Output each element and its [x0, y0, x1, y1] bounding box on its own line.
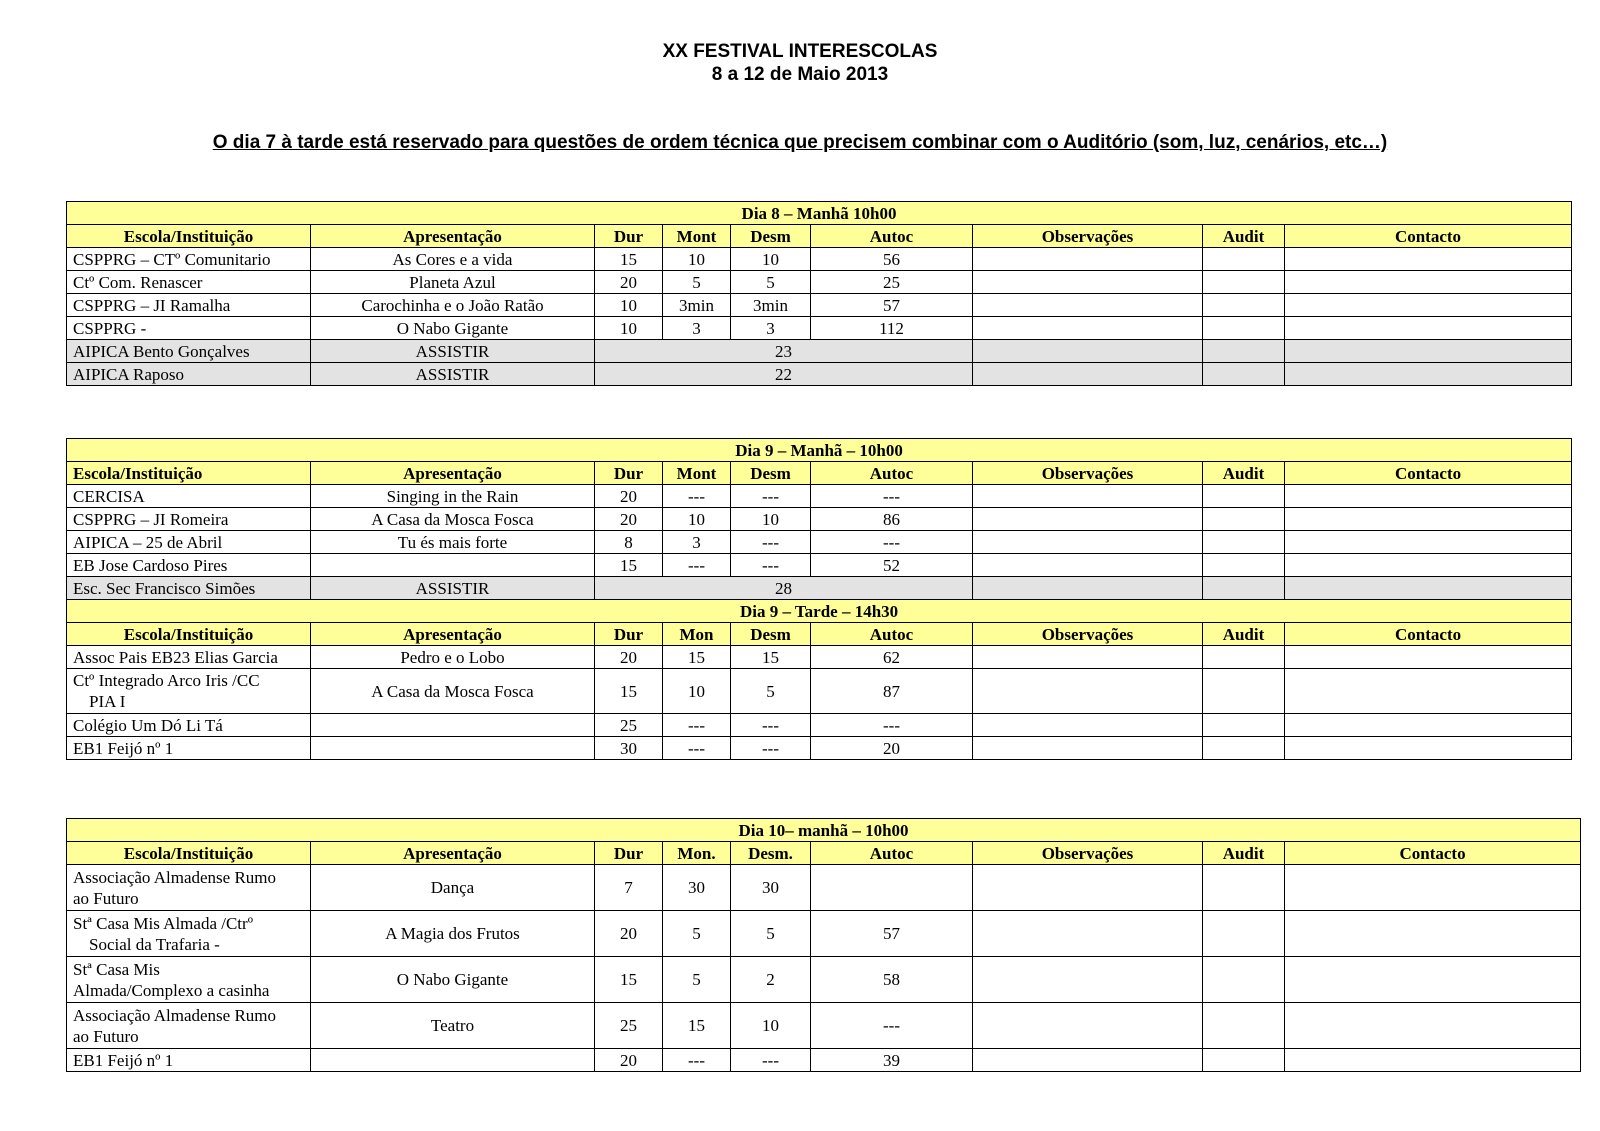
cell-audit: [1203, 957, 1285, 1003]
cell-desm: 10: [731, 248, 811, 271]
table-row: [67, 531, 1572, 554]
cell-assistir: ASSISTIR: [311, 363, 595, 386]
cell-escola: [67, 911, 311, 957]
cell-observacoes: [973, 1003, 1203, 1049]
cell-autoc: ---: [811, 531, 973, 554]
cell-escola: Ctº Com. Renascer: [67, 271, 311, 294]
cell-autoc: 57: [811, 911, 973, 957]
table-row: [67, 317, 1572, 340]
cell-escola-line2: ao Futuro: [73, 1026, 139, 1046]
cell-desm: ---: [731, 531, 811, 554]
cell-desm: 5: [731, 669, 811, 714]
cell-mont: ---: [663, 737, 731, 760]
schedule-day8-table: [66, 201, 1572, 386]
cell-contacto: [1285, 485, 1572, 508]
schedule-day9-table: [66, 438, 1572, 760]
cell-escola: EB1 Feijó nº 1: [67, 1049, 311, 1072]
cell-autoc: 57: [811, 294, 973, 317]
col-audit: Audit: [1203, 623, 1285, 646]
col-audit: Audit: [1203, 462, 1285, 485]
cell-mont: 3: [663, 317, 731, 340]
col-desm: Desm.: [731, 842, 811, 865]
cell-desm: 5: [731, 911, 811, 957]
cell-apresentacao: Carochinha e o João Ratão: [311, 294, 595, 317]
cell-dur: 20: [595, 508, 663, 531]
cell-dur: 15: [595, 669, 663, 714]
cell-audit: [1203, 865, 1285, 911]
col-mon: Mon: [663, 623, 731, 646]
col-escola: Escola/Instituição: [67, 462, 311, 485]
cell-escola: CSPPRG -: [67, 317, 311, 340]
cell-contacto: [1285, 669, 1572, 714]
cell-observacoes: [973, 317, 1203, 340]
cell-escola-line2: Social da Trafaria -: [89, 934, 220, 954]
cell-mont: 5: [663, 957, 731, 1003]
cell-apresentacao: [311, 737, 595, 760]
cell-autoc: [811, 865, 973, 911]
cell-autoc: 25: [811, 271, 973, 294]
day10-title: Dia 10– manhã – 10h00: [67, 819, 1581, 842]
cell-desm: 10: [731, 508, 811, 531]
cell-contacto: [1285, 531, 1572, 554]
cell-autoc: 58: [811, 957, 973, 1003]
cell-dur: 25: [595, 714, 663, 737]
cell-contacto: [1285, 646, 1572, 669]
cell-dur: 30: [595, 737, 663, 760]
technical-note: O dia 7 à tarde está reservado para questões de ordem técnica que precisem combinar com o Auditório (som, luz, cenários, etc…): [212, 132, 1388, 153]
table-row: [67, 737, 1572, 760]
cell-escola-line1: Stª Casa Mis: [73, 959, 160, 979]
cell-observacoes: [973, 554, 1203, 577]
col-contacto: Contacto: [1285, 225, 1572, 248]
cell-audit: [1203, 1049, 1285, 1072]
cell-escola: [67, 865, 311, 911]
col-observacoes: Observações: [973, 225, 1203, 248]
col-autoc: Autoc: [811, 462, 973, 485]
cell-contacto: [1285, 577, 1572, 600]
cell-escola-line1: Stª Casa Mis Almada /Ctrº: [73, 913, 253, 933]
col-apresentacao: Apresentação: [311, 842, 595, 865]
table-row: [67, 714, 1572, 737]
cell-mont: 10: [663, 669, 731, 714]
cell-apresentacao: As Cores e a vida: [311, 248, 595, 271]
cell-attendee-count: 28: [595, 577, 973, 600]
cell-dur: 15: [595, 554, 663, 577]
cell-escola: [67, 957, 311, 1003]
cell-dur: 8: [595, 531, 663, 554]
cell-observacoes: [973, 669, 1203, 714]
col-audit: Audit: [1203, 842, 1285, 865]
cell-observacoes: [973, 646, 1203, 669]
table-row: [67, 1003, 1581, 1049]
cell-escola: CSPPRG – CTº Comunitario: [67, 248, 311, 271]
cell-assistir: ASSISTIR: [311, 340, 595, 363]
document-title: XX FESTIVAL INTERESCOLAS: [662, 41, 938, 62]
cell-observacoes: [973, 1049, 1203, 1072]
cell-mont: 5: [663, 271, 731, 294]
table-row: [67, 957, 1581, 1003]
cell-audit: [1203, 317, 1285, 340]
cell-contacto: [1285, 271, 1572, 294]
col-desm: Desm: [731, 623, 811, 646]
cell-escola-line2: Almada/Complexo a casinha: [73, 980, 270, 1000]
cell-mont: 10: [663, 508, 731, 531]
cell-escola: Colégio Um Dó Li Tá: [67, 714, 311, 737]
cell-autoc: 112: [811, 317, 973, 340]
cell-contacto: [1285, 554, 1572, 577]
cell-observacoes: [973, 271, 1203, 294]
cell-desm: 3: [731, 317, 811, 340]
cell-dur: 25: [595, 1003, 663, 1049]
cell-autoc: 56: [811, 248, 973, 271]
cell-escola-line1: Associação Almadense Rumo: [73, 867, 277, 887]
cell-dur: 10: [595, 294, 663, 317]
cell-mont: 10: [663, 248, 731, 271]
cell-contacto: [1285, 714, 1572, 737]
cell-escola-line1: Ctº Integrado Arco Iris /CC: [73, 671, 260, 690]
cell-observacoes: [973, 577, 1203, 600]
cell-dur: 20: [595, 1049, 663, 1072]
cell-observacoes: [973, 248, 1203, 271]
cell-escola: AIPICA – 25 de Abril: [67, 531, 311, 554]
cell-audit: [1203, 340, 1285, 363]
col-mon: Mon.: [663, 842, 731, 865]
cell-contacto: [1285, 865, 1581, 911]
cell-observacoes: [973, 714, 1203, 737]
col-observacoes: Observações: [973, 623, 1203, 646]
col-dur: Dur: [595, 623, 663, 646]
col-autoc: Autoc: [811, 842, 973, 865]
cell-audit: [1203, 577, 1285, 600]
cell-contacto: [1285, 248, 1572, 271]
table-row: [67, 865, 1581, 911]
cell-audit: [1203, 485, 1285, 508]
cell-escola: Assoc Pais EB23 Elias Garcia: [67, 646, 311, 669]
cell-contacto: [1285, 317, 1572, 340]
cell-dur: 20: [595, 911, 663, 957]
cell-apresentacao: A Magia dos Frutos: [311, 911, 595, 957]
cell-autoc: 62: [811, 646, 973, 669]
attendance-row: [67, 577, 1572, 600]
cell-dur: 15: [595, 957, 663, 1003]
cell-observacoes: [973, 957, 1203, 1003]
col-audit: Audit: [1203, 225, 1285, 248]
cell-apresentacao: Singing in the Rain: [311, 485, 595, 508]
cell-autoc: 87: [811, 669, 973, 714]
cell-apresentacao: Pedro e o Lobo: [311, 646, 595, 669]
cell-contacto: [1285, 340, 1572, 363]
cell-dur: 20: [595, 646, 663, 669]
cell-apresentacao: A Casa da Mosca Fosca: [311, 669, 595, 714]
cell-mont: 30: [663, 865, 731, 911]
cell-observacoes: [973, 865, 1203, 911]
cell-attendee-count: 22: [595, 363, 973, 386]
cell-observacoes: [973, 340, 1203, 363]
table-row: [67, 1049, 1581, 1072]
cell-contacto: [1285, 363, 1572, 386]
table-row: [67, 669, 1572, 714]
cell-audit: [1203, 248, 1285, 271]
col-escola: Escola/Instituição: [67, 842, 311, 865]
cell-audit: [1203, 508, 1285, 531]
cell-mont: 3min: [663, 294, 731, 317]
cell-escola: [67, 1003, 311, 1049]
table-row: [67, 646, 1572, 669]
cell-audit: [1203, 363, 1285, 386]
col-dur: Dur: [595, 842, 663, 865]
cell-apresentacao: Planeta Azul: [311, 271, 595, 294]
cell-apresentacao: [311, 714, 595, 737]
cell-desm: ---: [731, 485, 811, 508]
cell-escola: CERCISA: [67, 485, 311, 508]
col-apresentacao: Apresentação: [311, 462, 595, 485]
cell-desm: 5: [731, 271, 811, 294]
cell-escola: EB Jose Cardoso Pires: [67, 554, 311, 577]
cell-attendee-count: 23: [595, 340, 973, 363]
col-dur: Dur: [595, 462, 663, 485]
table-row: [67, 911, 1581, 957]
cell-contacto: [1285, 508, 1572, 531]
cell-audit: [1203, 271, 1285, 294]
col-observacoes: Observações: [973, 842, 1203, 865]
cell-contacto: [1285, 957, 1581, 1003]
col-contacto: Contacto: [1285, 462, 1572, 485]
cell-mont: ---: [663, 554, 731, 577]
cell-desm: 15: [731, 646, 811, 669]
cell-desm: 3min: [731, 294, 811, 317]
cell-autoc: ---: [811, 714, 973, 737]
cell-audit: [1203, 646, 1285, 669]
cell-assistir: ASSISTIR: [311, 577, 595, 600]
col-apresentacao: Apresentação: [311, 225, 595, 248]
cell-mont: ---: [663, 714, 731, 737]
cell-contacto: [1285, 1003, 1581, 1049]
cell-dur: 20: [595, 271, 663, 294]
col-dur: Dur: [595, 225, 663, 248]
cell-dur: 15: [595, 248, 663, 271]
cell-mont: ---: [663, 485, 731, 508]
col-escola: Escola/Instituição: [67, 225, 311, 248]
cell-autoc: ---: [811, 485, 973, 508]
col-autoc: Autoc: [811, 225, 973, 248]
col-mont: Mont: [663, 225, 731, 248]
attendance-row: [67, 363, 1572, 386]
col-contacto: Contacto: [1285, 842, 1581, 865]
cell-escola-line2: ao Futuro: [73, 888, 139, 908]
cell-mont: ---: [663, 1049, 731, 1072]
cell-dur: 7: [595, 865, 663, 911]
cell-escola: AIPICA Bento Gonçalves: [67, 340, 311, 363]
col-apresentacao: Apresentação: [311, 623, 595, 646]
cell-apresentacao: Dança: [311, 865, 595, 911]
cell-escola: [67, 669, 311, 714]
cell-desm: ---: [731, 714, 811, 737]
cell-autoc: 86: [811, 508, 973, 531]
col-desm: Desm: [731, 225, 811, 248]
cell-observacoes: [973, 531, 1203, 554]
cell-autoc: 20: [811, 737, 973, 760]
table-row: [67, 294, 1572, 317]
cell-apresentacao: A Casa da Mosca Fosca: [311, 508, 595, 531]
col-mont: Mont: [663, 462, 731, 485]
cell-autoc: 52: [811, 554, 973, 577]
cell-autoc: 39: [811, 1049, 973, 1072]
cell-contacto: [1285, 737, 1572, 760]
cell-escola: CSPPRG – JI Ramalha: [67, 294, 311, 317]
cell-dur: 10: [595, 317, 663, 340]
cell-apresentacao: O Nabo Gigante: [311, 317, 595, 340]
cell-apresentacao: O Nabo Gigante: [311, 957, 595, 1003]
cell-desm: ---: [731, 554, 811, 577]
cell-audit: [1203, 911, 1285, 957]
festival-dates: 8 a 12 de Maio 2013: [711, 64, 889, 85]
cell-escola: EB1 Feijó nº 1: [67, 737, 311, 760]
cell-mont: 5: [663, 911, 731, 957]
cell-observacoes: [973, 363, 1203, 386]
cell-observacoes: [973, 911, 1203, 957]
cell-apresentacao: Tu és mais forte: [311, 531, 595, 554]
cell-contacto: [1285, 911, 1581, 957]
cell-autoc: ---: [811, 1003, 973, 1049]
schedule-day10-table: [66, 818, 1581, 1072]
cell-audit: [1203, 531, 1285, 554]
table-row: [67, 271, 1572, 294]
table-row: [67, 248, 1572, 271]
cell-contacto: [1285, 1049, 1581, 1072]
cell-observacoes: [973, 294, 1203, 317]
cell-escola: AIPICA Raposo: [67, 363, 311, 386]
cell-escola-line1: Associação Almadense Rumo: [73, 1005, 277, 1025]
cell-escola: Esc. Sec Francisco Simões: [67, 577, 311, 600]
cell-audit: [1203, 669, 1285, 714]
cell-audit: [1203, 737, 1285, 760]
cell-audit: [1203, 554, 1285, 577]
col-escola: Escola/Instituição: [67, 623, 311, 646]
cell-escola-line2: PIA I: [89, 692, 126, 711]
day9-morning-title: Dia 9 – Manhã – 10h00: [67, 439, 1572, 462]
day9-afternoon-title: Dia 9 – Tarde – 14h30: [67, 600, 1572, 623]
cell-contacto: [1285, 294, 1572, 317]
col-desm: Desm: [731, 462, 811, 485]
day8-title: Dia 8 – Manhã 10h00: [67, 202, 1572, 225]
cell-dur: 20: [595, 485, 663, 508]
cell-desm: ---: [731, 1049, 811, 1072]
cell-desm: ---: [731, 737, 811, 760]
cell-observacoes: [973, 485, 1203, 508]
cell-desm: 2: [731, 957, 811, 1003]
cell-apresentacao: [311, 554, 595, 577]
table-row: [67, 508, 1572, 531]
cell-observacoes: [973, 508, 1203, 531]
col-observacoes: Observações: [973, 462, 1203, 485]
cell-mont: 3: [663, 531, 731, 554]
cell-desm: 10: [731, 1003, 811, 1049]
table-row: [67, 485, 1572, 508]
cell-mont: 15: [663, 1003, 731, 1049]
table-row: [67, 554, 1572, 577]
cell-audit: [1203, 1003, 1285, 1049]
cell-observacoes: [973, 737, 1203, 760]
cell-escola: CSPPRG – JI Romeira: [67, 508, 311, 531]
cell-mont: 15: [663, 646, 731, 669]
col-contacto: Contacto: [1285, 623, 1572, 646]
cell-audit: [1203, 714, 1285, 737]
cell-apresentacao: Teatro: [311, 1003, 595, 1049]
cell-desm: 30: [731, 865, 811, 911]
col-autoc: Autoc: [811, 623, 973, 646]
cell-audit: [1203, 294, 1285, 317]
cell-apresentacao: [311, 1049, 595, 1072]
attendance-row: [67, 340, 1572, 363]
